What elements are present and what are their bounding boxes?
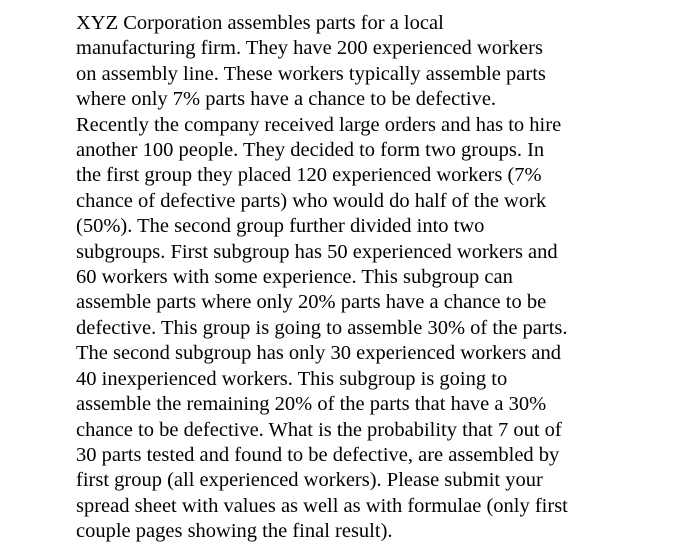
text-line: first group (all experienced workers). Please submit your bbox=[76, 469, 543, 492]
text-line: Recently the company received large orders and has to hire bbox=[76, 113, 562, 136]
text-line: assemble parts where only 20% parts have a chance to be bbox=[76, 291, 547, 314]
text-line: where only 7% parts have a chance to be defective. bbox=[76, 88, 497, 111]
text-line: couple pages showing the final result). bbox=[76, 520, 393, 543]
text-line: XYZ Corporation assembles parts for a local bbox=[76, 12, 444, 34]
text-line: chance to be defective. What is the probability that 7 out of bbox=[76, 418, 562, 441]
text-line: chance of defective parts) who would do half of the work bbox=[76, 189, 547, 212]
text-line: 30 parts tested and found to be defective, are assembled by bbox=[76, 443, 560, 466]
text-line: manufacturing firm. They have 200 experienced workers bbox=[76, 37, 543, 60]
text-line: spread sheet with values as well as with formulae (only first bbox=[76, 494, 568, 517]
text-line: assemble the remaining 20% of the parts that have a 30% bbox=[76, 393, 547, 416]
text-line: 40 inexperienced workers. This subgroup is going to bbox=[76, 367, 508, 390]
text-line: another 100 people. They decided to form two groups. In bbox=[76, 139, 545, 162]
text-line: the first group they placed 120 experienced workers (7% bbox=[76, 164, 542, 187]
text-line: The second subgroup has only 30 experienced workers and bbox=[76, 342, 562, 365]
text-line: on assembly line. These workers typically assemble parts bbox=[76, 62, 546, 85]
text-line: subgroups. First subgroup has 50 experienced workers and bbox=[76, 240, 558, 263]
problem-text bbox=[76, 11, 676, 545]
text-line: (50%). The second group further divided into two bbox=[76, 215, 485, 238]
text-line: 60 workers with some experience. This subgroup can bbox=[76, 266, 513, 289]
text-line: defective. This group is going to assemble 30% of the parts. bbox=[76, 316, 568, 339]
